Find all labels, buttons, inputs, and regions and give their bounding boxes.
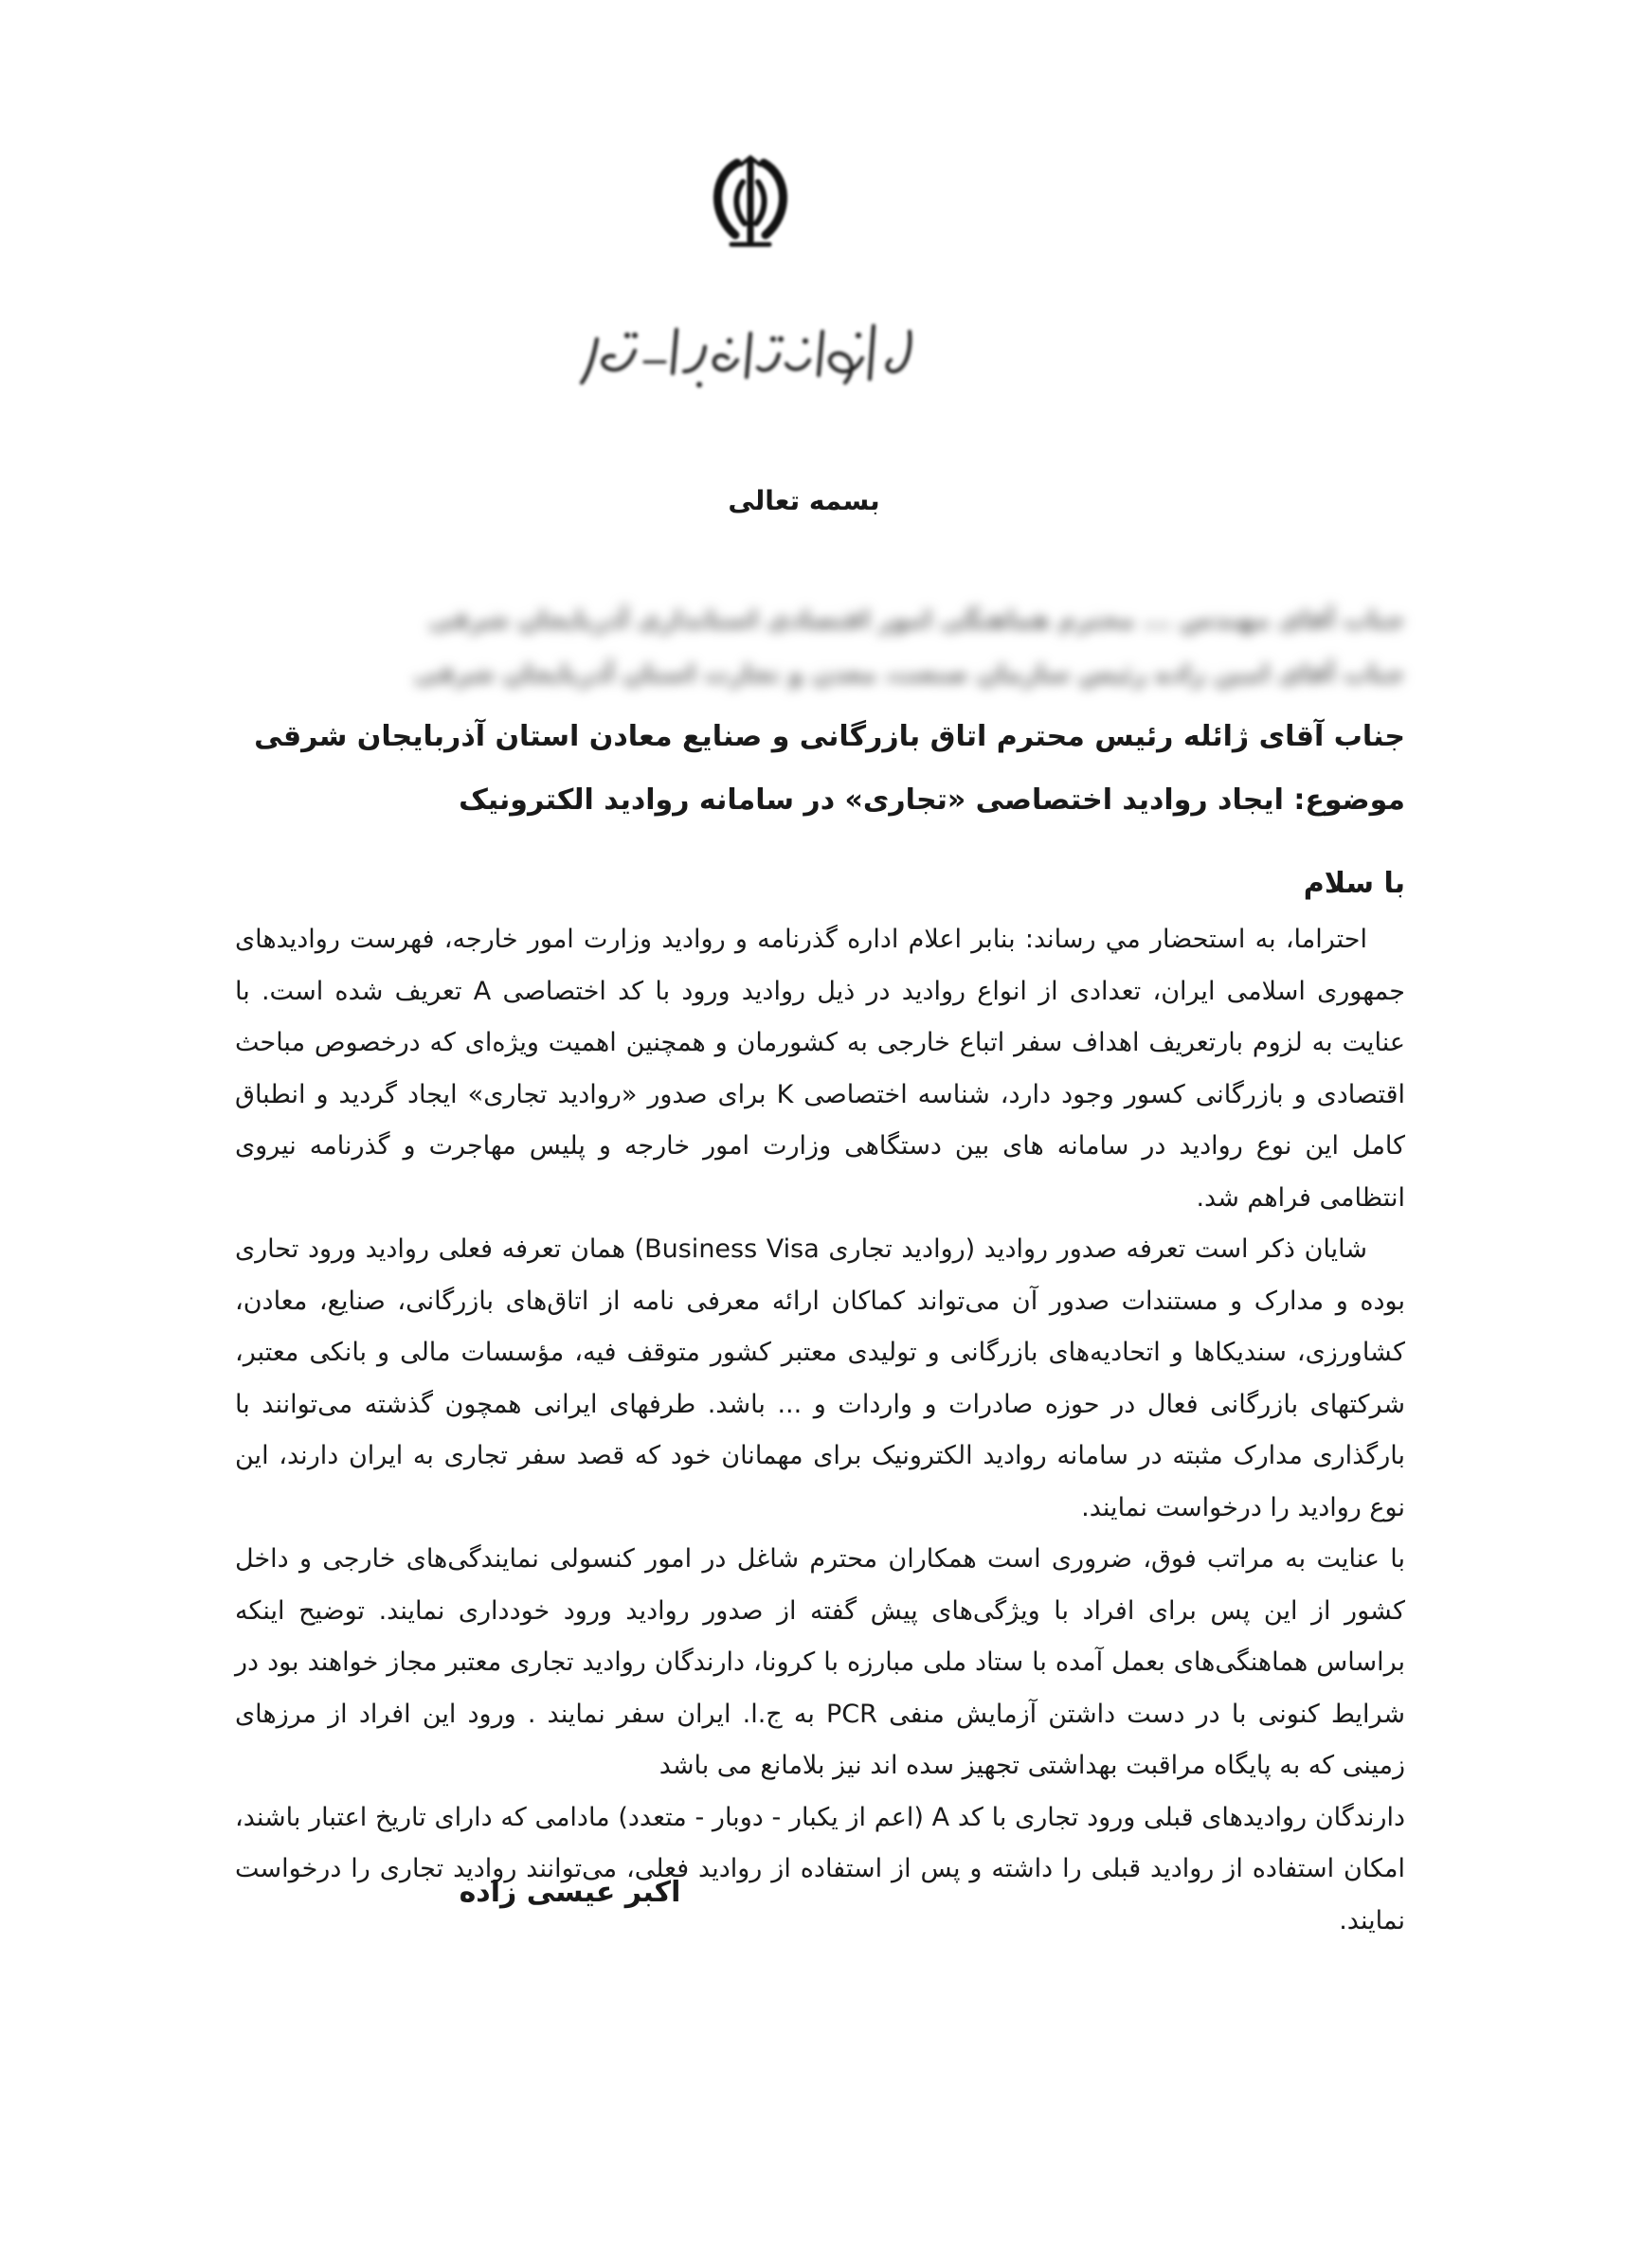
body-paragraph-4: دارندگان روادیدهای قبلی ورود تجاری با کد A (اعم از یکبار - دوبار - متعدد) مادامی که دارای تاریخ اعتبار باشند، امکان استفاده از روادید قبلی را داشته و پس از استفاده از روادید فعلی، می‌توانند روادید تجاری را درخواست نمایند. [235, 1802, 1406, 1935]
signature-block [0, 1876, 1642, 1909]
subject-line: موضوع: ایجاد روادید اختصاصی «تجاری» در سامانه روادید الکترونیک [459, 783, 1405, 817]
iran-emblem-icon [699, 153, 802, 252]
greeting: با سلام [1303, 867, 1405, 900]
invocation-heading [0, 485, 1642, 516]
body-paragraph-2: شایان ذکر است تعرفه صدور روادید (روادید تجاری Business Visa) همان تعرفه فعلی روادید ورود تحاری بوده و مدارک و مستندات صدور آن می‌تواند کماکان ارائه معرفی نامه از اتاق‌های بازرگانی، صنایع، معادن، کشاورزی، سندیکاها و اتحادیه‌های بازرگانی و تولیدی معتبر کشور متوقف فیه، مؤسسات مالی و بانکی معتبر، شرکتهای بازرگانی فعال در حوزه صادرات و واردات و ... باشد. طرفهای ایرانی همچون گذشته می‌توانند با بارگذاری مدارک مثبته در سامانه روادید الکترونیک برای مهمانان خود که قصد سفر تجاری به ایران دارند، این نوع روادید را درخواست نمایند. [235, 1234, 1405, 1522]
invocation-text: بسمه تعالی [728, 485, 880, 516]
redacted-recipient-line-2: جناب آقای امین زاده رئیس سازمان صنعت، معدن و تجارت استان آذربایجان شرقی [413, 660, 1405, 689]
ministry-calligraphy-logo [578, 313, 919, 404]
body-paragraph-1: احتراما، به استحضار مي رساند: بنابر اعلام اداره گذرنامه و روادید وزارت امور خارجه، فهرست روادیدهای جمهوری اسلامی ایران، تعدادی از انواع روادید در ذیل روادید ورود با کد اختصاصی A تعریف شده است. با عنایت به لزوم بارتعریف اهداف سفر اتباع خارجی به کشورمان و همچنین اهمیت ویژه‌ای که درخصوص مباحث اقتصادی و بازرگانی کسور وجود دارد، شناسه اختصاصی K برای صدور «روادید تجاری» ایجاد گردید و انطباق کامل این نوع روادید در سامانه های بین دستگاهی وزارت امور خارجه و پلیس مهاجرت و گذرنامه نیروی انتظامی فراهم شد. [235, 925, 1406, 1213]
letter-body [235, 914, 1405, 1947]
redacted-recipient-line-1: جناب آقای مهندس ... محترم هماهنگی امور اقتصادی استانداری آذربایجان شرقی [428, 606, 1405, 635]
signatory-name: اکبر عیسی زاده [459, 1876, 681, 1909]
recipient-line: جناب آقای ژائله رئیس محترم اتاق بازرگانی و صنایع معادن استان آذربایجان شرقی [254, 720, 1405, 753]
body-paragraph-3: با عنایت به مراتب فوق، ضروری است همکاران محترم شاغل در امور کنسولی نمایندگی‌های خارجی و داخل کشور از این پس برای افراد با ویژگی‌های پیش گفته از صدور روادید ورود خودداری نمایند. توضیح اینکه براساس هماهنگی‌های بعمل آمده با ستاد ملی مبارزه با کرونا، دارندگان روادید تجاری معتبر مجاز خواهند بود در شرایط کنونی با در دست داشتن آزمایش منفی PCR به ج.ا. ایران سفر نمایند . ورود این افراد از مرزهای زمینی که به پایگاه مراقبت بهداشتی تجهیز سده اند نیز بلامانع می باشد [235, 1544, 1406, 1780]
